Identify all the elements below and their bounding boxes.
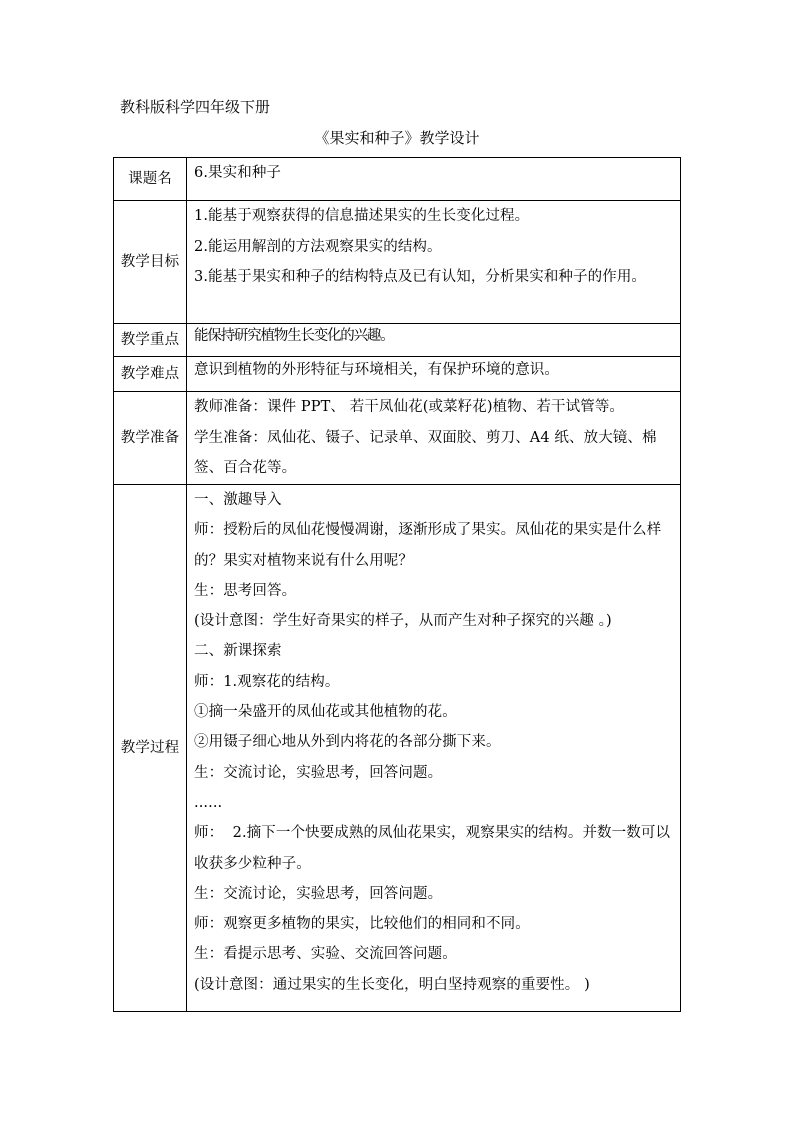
process-step: ②用镊子细心地从外到内将花的各部分撕下来。 [194,734,501,751]
document-title: 《果实和种子》教学设计 [314,129,480,147]
process-step: (设计意图：学生好奇果实的样子，从而产生对种子探究的兴趣 。) [194,613,612,630]
process-step: ①摘一朵盛开的凤仙花或其他植物的花。 [194,704,457,721]
key-points-content [187,324,681,357]
process-step: 师：授粉后的凤仙花慢慢凋谢，逐渐形成了果实。凤仙花的果实是什么样的？果实对植物来说有什么用呢？ [194,522,662,569]
goals-label: 教学目标 [114,201,187,324]
process-step: 生：交流讨论，实验思考，回答问题。 [194,764,443,781]
difficulties-label: 教学难点 [114,357,187,392]
preparation-item: 教师准备：课件 PPT、 若干凤仙花(或菜籽花)植物、若干试管等。 [194,399,625,415]
key-point-item: 能保持研究植物生长变化的兴趣。 [194,328,394,344]
process-step: 师：1.观察花的结构。 [194,673,340,690]
topic-text: 6.果实和种子 [194,165,282,181]
difficulty-item: 意识到植物的外形特征与环境相关，有保护环境的意识。 [194,362,559,378]
document-subject-line: 教科版科学四年级下册 [120,98,271,116]
goal-item: 3.能基于果实和种子的结构特点及已有认知，分析果实和种子的作用。 [194,269,647,285]
process-label: 教学过程 [114,485,187,1012]
process-step: 生：交流讨论，实验思考，回答问题。 [194,885,443,902]
process-content [187,485,681,1012]
preparation-content [187,392,681,485]
goals-content [187,201,681,324]
table-row-key-points [114,324,681,357]
table-row-topic [114,158,681,201]
preparation-item: 学生准备：凤仙花、镊子、记录单、双面胶、剪刀、A4 纸、放大镜、棉签、百合花等。 [194,429,657,476]
process-step: 师： 2.摘下一个快要成熟的凤仙花果实，观察果实的结构。并数一数可以收获多少粒种子。 [194,825,671,872]
table-row-process [114,485,681,1012]
process-step: 生：思考回答。 [194,582,297,599]
process-step: 师：观察更多植物的果实，比较他们的相同和不同。 [194,916,530,933]
lesson-plan-table [113,157,681,1012]
topic-label: 课题名 [114,158,187,201]
goal-item: 2.能运用解剖的方法观察果实的结构。 [194,238,442,255]
key-points-label: 教学重点 [114,324,187,357]
goal-item: 1.能基于观察获得的信息描述果实的生长变化过程。 [194,208,530,224]
preparation-label: 教学准备 [114,392,187,485]
difficulties-content [187,357,681,392]
process-step: 生：看提示思考、实验、交流回答问题。 [194,946,457,963]
process-step: (设计意图：通过果实的生长变化，明白坚持观察的重要性。 ) [194,976,590,993]
process-step: 二、新课探索 [194,643,282,660]
process-step: 一、激趣导入 [194,492,282,508]
process-step: ...... [194,794,223,811]
table-row-preparation [114,392,681,485]
table-row-difficulties [114,357,681,392]
table-row-goals [114,201,681,324]
topic-content [187,158,681,201]
